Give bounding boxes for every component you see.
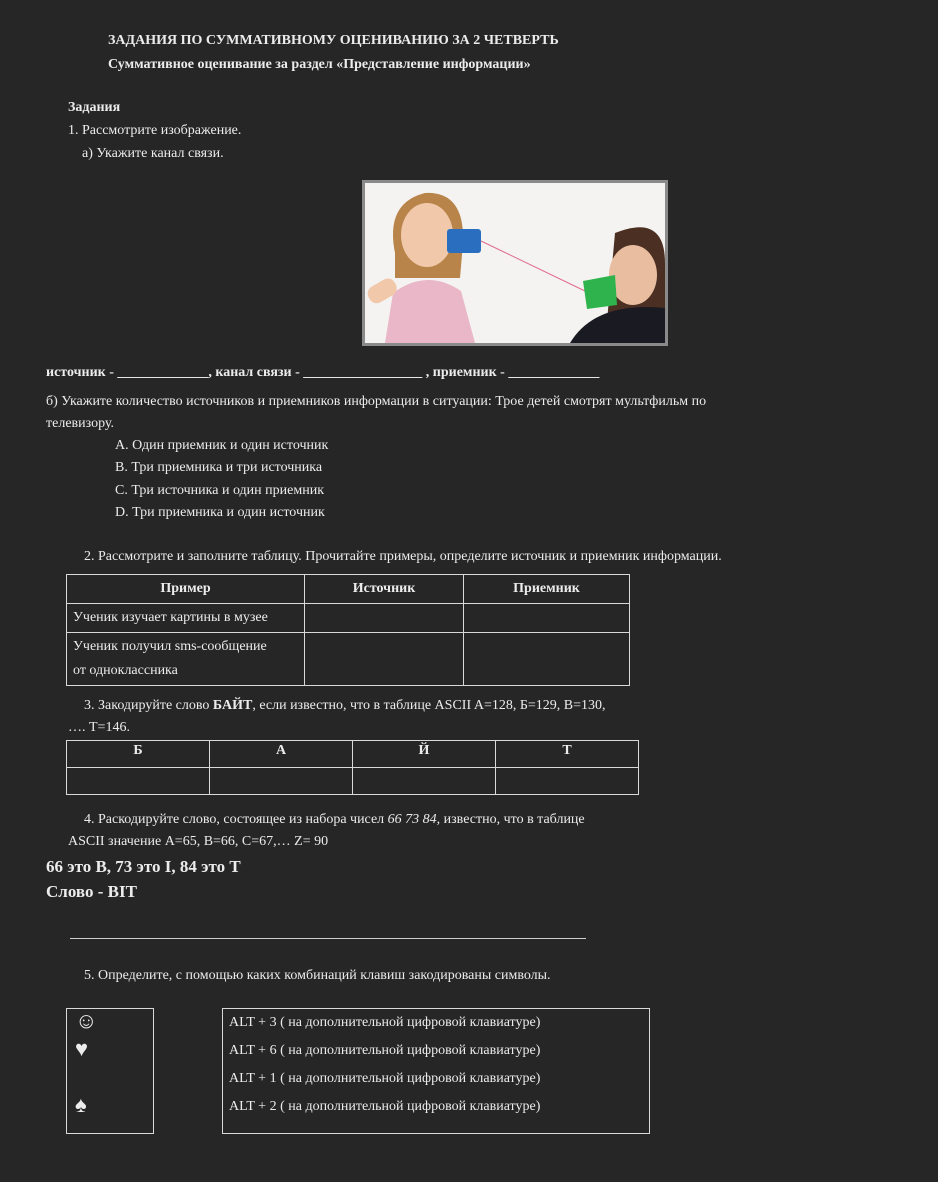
key-cell: ALT + 3 ( на дополнительной цифровой клавиатуре) [223,1009,650,1038]
task1-a-text: а) Укажите канал связи. [82,146,224,161]
header-t: Т [496,741,639,768]
communication-photo [362,180,668,346]
task1-b-line1: б) Укажите количество источников и приемников информации в ситуации: Трое детей смотрят мультфильм по [46,394,707,409]
task4-line1 [84,812,585,828]
source-cell[interactable] [305,633,464,686]
task3-table [66,740,639,795]
example-line: Ученик получил sms-сообщение [73,639,267,654]
option-d: D. Три приемника и один источник [115,505,325,520]
code-cell[interactable] [353,768,496,795]
key-cell: ALT + 6 ( на дополнительной цифровой клавиатуре) [223,1037,650,1065]
task4-answer1: 66 это B, 73 это I, 84 это T [46,857,241,876]
task2-text: 2. Рассмотрите и заполните таблицу. Прочитайте примеры, определите источник и приемник информации. [84,549,722,564]
task4-line1-post: , известно, что в таблице [436,812,585,827]
smiley-icon: ☺ [67,1009,154,1038]
heart-icon: ♥ [67,1037,154,1065]
example-line: от одноклассника [73,663,178,678]
header-b: Б [67,741,210,768]
code-cell[interactable] [67,768,210,795]
task1-b-line2: телевизору. [46,416,114,431]
document-subtitle: Суммативное оценивание за раздел «Представление информации» [108,57,531,72]
spade-icon: ♠ [67,1093,154,1134]
task5-text: 5. Определите, с помощью каких комбинаций клавиш закодированы символы. [84,968,551,983]
receiver-cell[interactable] [464,604,630,633]
key-cell: ALT + 2 ( на дополнительной цифровой клавиатуре) [223,1093,650,1134]
task4-line1-pre: 4. Раскодируйте слово, состоящее из набора чисел [84,812,388,827]
code-cell[interactable] [496,768,639,795]
key-cell: ALT + 1 ( на дополнительной цифровой клавиатуре) [223,1065,650,1093]
task2-table [66,574,630,686]
document-title: ЗАДАНИЯ ПО СУММАТИВНОМУ ОЦЕНИВАНИЮ ЗА 2 ЧЕТВЕРТЬ [108,33,559,48]
task1-text: 1. Рассмотрите изображение. [68,123,242,138]
task1-fill-line: источник - _____________, канал связи - _________________ , приемник - _____________ [46,365,600,380]
task3-line2: …. Т=146. [68,720,130,735]
option-c: C. Три источника и один приемник [115,483,324,498]
spacer-cell [154,1037,223,1065]
spacer-cell [154,1093,223,1134]
receiver-cell[interactable] [464,633,630,686]
header-i: Й [353,741,496,768]
task5-table [66,1008,650,1134]
header-a: А [210,741,353,768]
task3-line1-pre: 3. Закодируйте слово [84,698,213,713]
code-cell[interactable] [210,768,353,795]
task4-numbers: 66 73 84 [387,812,437,827]
tasks-heading: Задания [68,100,121,115]
option-a: A. Один приемник и один источник [115,438,329,453]
spacer-cell [154,1065,223,1093]
task4-answer2: Слово - BIT [46,882,137,901]
spacer-cell [154,1009,223,1038]
task3-line1 [84,698,606,714]
example-cell: Ученик изучает картины в музее [67,604,305,633]
header-source: Источник [305,575,464,604]
example-cell [67,633,305,686]
task3-word: БАЙТ [212,698,253,713]
header-example: Пример [67,575,305,604]
header-receiver: Приемник [464,575,630,604]
empty-symbol-cell [67,1065,154,1093]
task3-line1-post: , если известно, что в таблице ASCII A=128, Б=129, В=130, [252,698,606,713]
answer-underline [70,938,586,939]
task4-line2: ASCII значение A=65, B=66, C=67,… Z= 90 [68,834,329,849]
source-cell[interactable] [305,604,464,633]
option-b: B. Три приемника и три источника [115,460,323,475]
